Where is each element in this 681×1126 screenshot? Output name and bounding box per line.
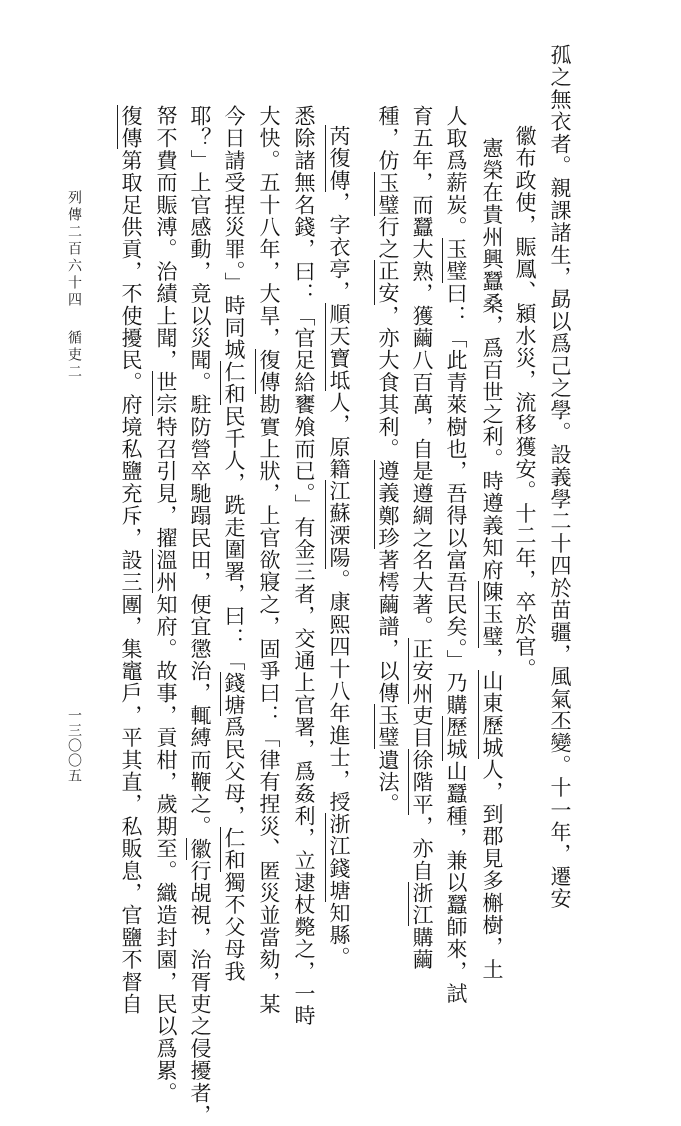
text-run: 今日請受捏災罪。」時同城	[222, 105, 246, 361]
text-run: ，字衣亭，	[327, 191, 351, 303]
text-run: 特召引見，擢	[154, 415, 178, 550]
text-column-8	[292, 105, 315, 1027]
text-run: 帑不費而賑溥。治績上聞，	[154, 105, 178, 372]
text-run: 遺法。	[376, 748, 400, 816]
proper-noun: 徐階平	[410, 748, 434, 816]
proper-noun: 歷城	[444, 716, 468, 761]
text-column-13	[119, 105, 142, 1015]
proper-noun: 山東歷城	[480, 669, 504, 759]
text-column-5	[410, 105, 433, 971]
text-run: ，	[480, 647, 504, 670]
text-run: 種，仿	[376, 105, 400, 172]
proper-noun: 江蘇溧陽	[327, 480, 351, 570]
text-column-3	[480, 125, 503, 981]
text-run: 悉除諸無名錢，曰：「官足給饔飧而已。」有金三者，交通上官署，爲姦利，立逮杖斃之，一時	[292, 105, 316, 1027]
proper-noun: 溫州	[154, 549, 178, 594]
text-run: 山蠶種，兼以蠶師來，試	[444, 760, 468, 1005]
text-run: 育五年，而蠶大熟，獲繭八百萬，自是遵綢之名大著。	[410, 105, 434, 638]
text-run: 第取足供貢，不使擾民。府境私鹽充斥，設三團，集竈戶，平其直，私販息，官鹽不督自	[119, 149, 143, 1016]
proper-noun: 復傳	[257, 349, 281, 394]
text-run: 知縣。	[327, 902, 351, 969]
text-run: 人，到郡見多槲樹，土	[480, 758, 504, 981]
text-column-10	[222, 105, 245, 983]
text-run: 孤之無衣者。親課諸生，勗以爲己之學。設義學二十四於苗疆，風氣丕變。十一年，遷安	[548, 44, 572, 910]
text-column-1	[548, 44, 571, 910]
text-run: ，亦自	[410, 815, 434, 883]
proper-noun: 復傳	[119, 105, 143, 150]
text-run: 人，原籍	[327, 391, 351, 481]
proper-noun: 仁和	[222, 360, 246, 406]
text-column-7	[327, 125, 350, 969]
text-run: 吏目	[410, 704, 434, 749]
text-run: 人取爲薪炭。	[444, 105, 468, 239]
text-run: 徽布政使，賑鳳、潁水災，流移獲安。十二年，卒於官。	[513, 125, 537, 680]
proper-noun: 浙江錢塘	[327, 813, 351, 903]
text-run: 曰：「此青萊樹也，吾得以富吾民矣。」乃購	[444, 282, 468, 717]
page-number: 一三〇〇五	[66, 708, 82, 783]
text-column-4	[444, 105, 467, 1005]
proper-noun: 陳玉璧	[480, 581, 504, 648]
text-run: 耶？」上官感動，竟以災聞。駐防營卒馳蹋民田，便宜懲治，輒縛而鞭之。	[188, 105, 212, 838]
proper-noun: 浙江	[410, 882, 434, 927]
proper-noun: 徽	[188, 837, 212, 860]
text-run: ，亦大食其利。	[376, 304, 400, 461]
proper-noun: 世宗	[154, 371, 178, 416]
proper-noun: 順天寶坻	[327, 302, 351, 392]
text-column-11	[188, 105, 211, 1126]
proper-noun: 芮復傳	[327, 125, 351, 192]
running-header-chapter: 循吏二	[66, 330, 82, 381]
text-column-9	[257, 105, 280, 1015]
running-header-section: 列傳二百六十四	[66, 190, 82, 309]
text-run: 民千人，跣走圍署，曰：「	[222, 405, 246, 672]
text-run: 大快。五十八年，大旱，	[257, 105, 281, 350]
text-run: 著樗繭譜，以傳	[376, 549, 400, 705]
proper-noun: 正安	[376, 260, 400, 305]
text-run: 。康熙四十八年進士，授	[327, 569, 351, 814]
text-column-2	[513, 125, 536, 680]
text-run: 獨不父母我	[222, 871, 246, 983]
text-run: 勘實上狀，上官欲寢之，固爭曰：「律有捏災、匿災並當劾，某	[257, 393, 281, 1016]
proper-noun: 仁和	[222, 827, 246, 872]
text-column-6	[376, 105, 399, 815]
text-run: 購繭	[410, 926, 434, 971]
proper-noun: 錢塘	[222, 671, 246, 717]
text-run: 知府。故事，貢柑，歲期至。織造封園，民以爲累。	[154, 593, 178, 1105]
text-run: 爲民父母，	[222, 716, 246, 828]
text-column-12	[154, 105, 177, 1104]
proper-noun: 遵義	[376, 460, 400, 505]
proper-noun: 玉璧	[444, 238, 468, 283]
proper-noun: 鄭珍	[376, 504, 400, 550]
text-run: 行之	[376, 216, 400, 261]
proper-noun: 玉璧	[376, 171, 400, 217]
text-run: 行覘視，治胥吏之侵擾者，	[188, 859, 212, 1126]
proper-noun: 正安州	[410, 637, 434, 705]
text-run: 憲榮在貴州興蠶桑，爲百世之利。時遵義知府	[480, 137, 504, 581]
proper-noun: 玉璧	[376, 704, 400, 749]
